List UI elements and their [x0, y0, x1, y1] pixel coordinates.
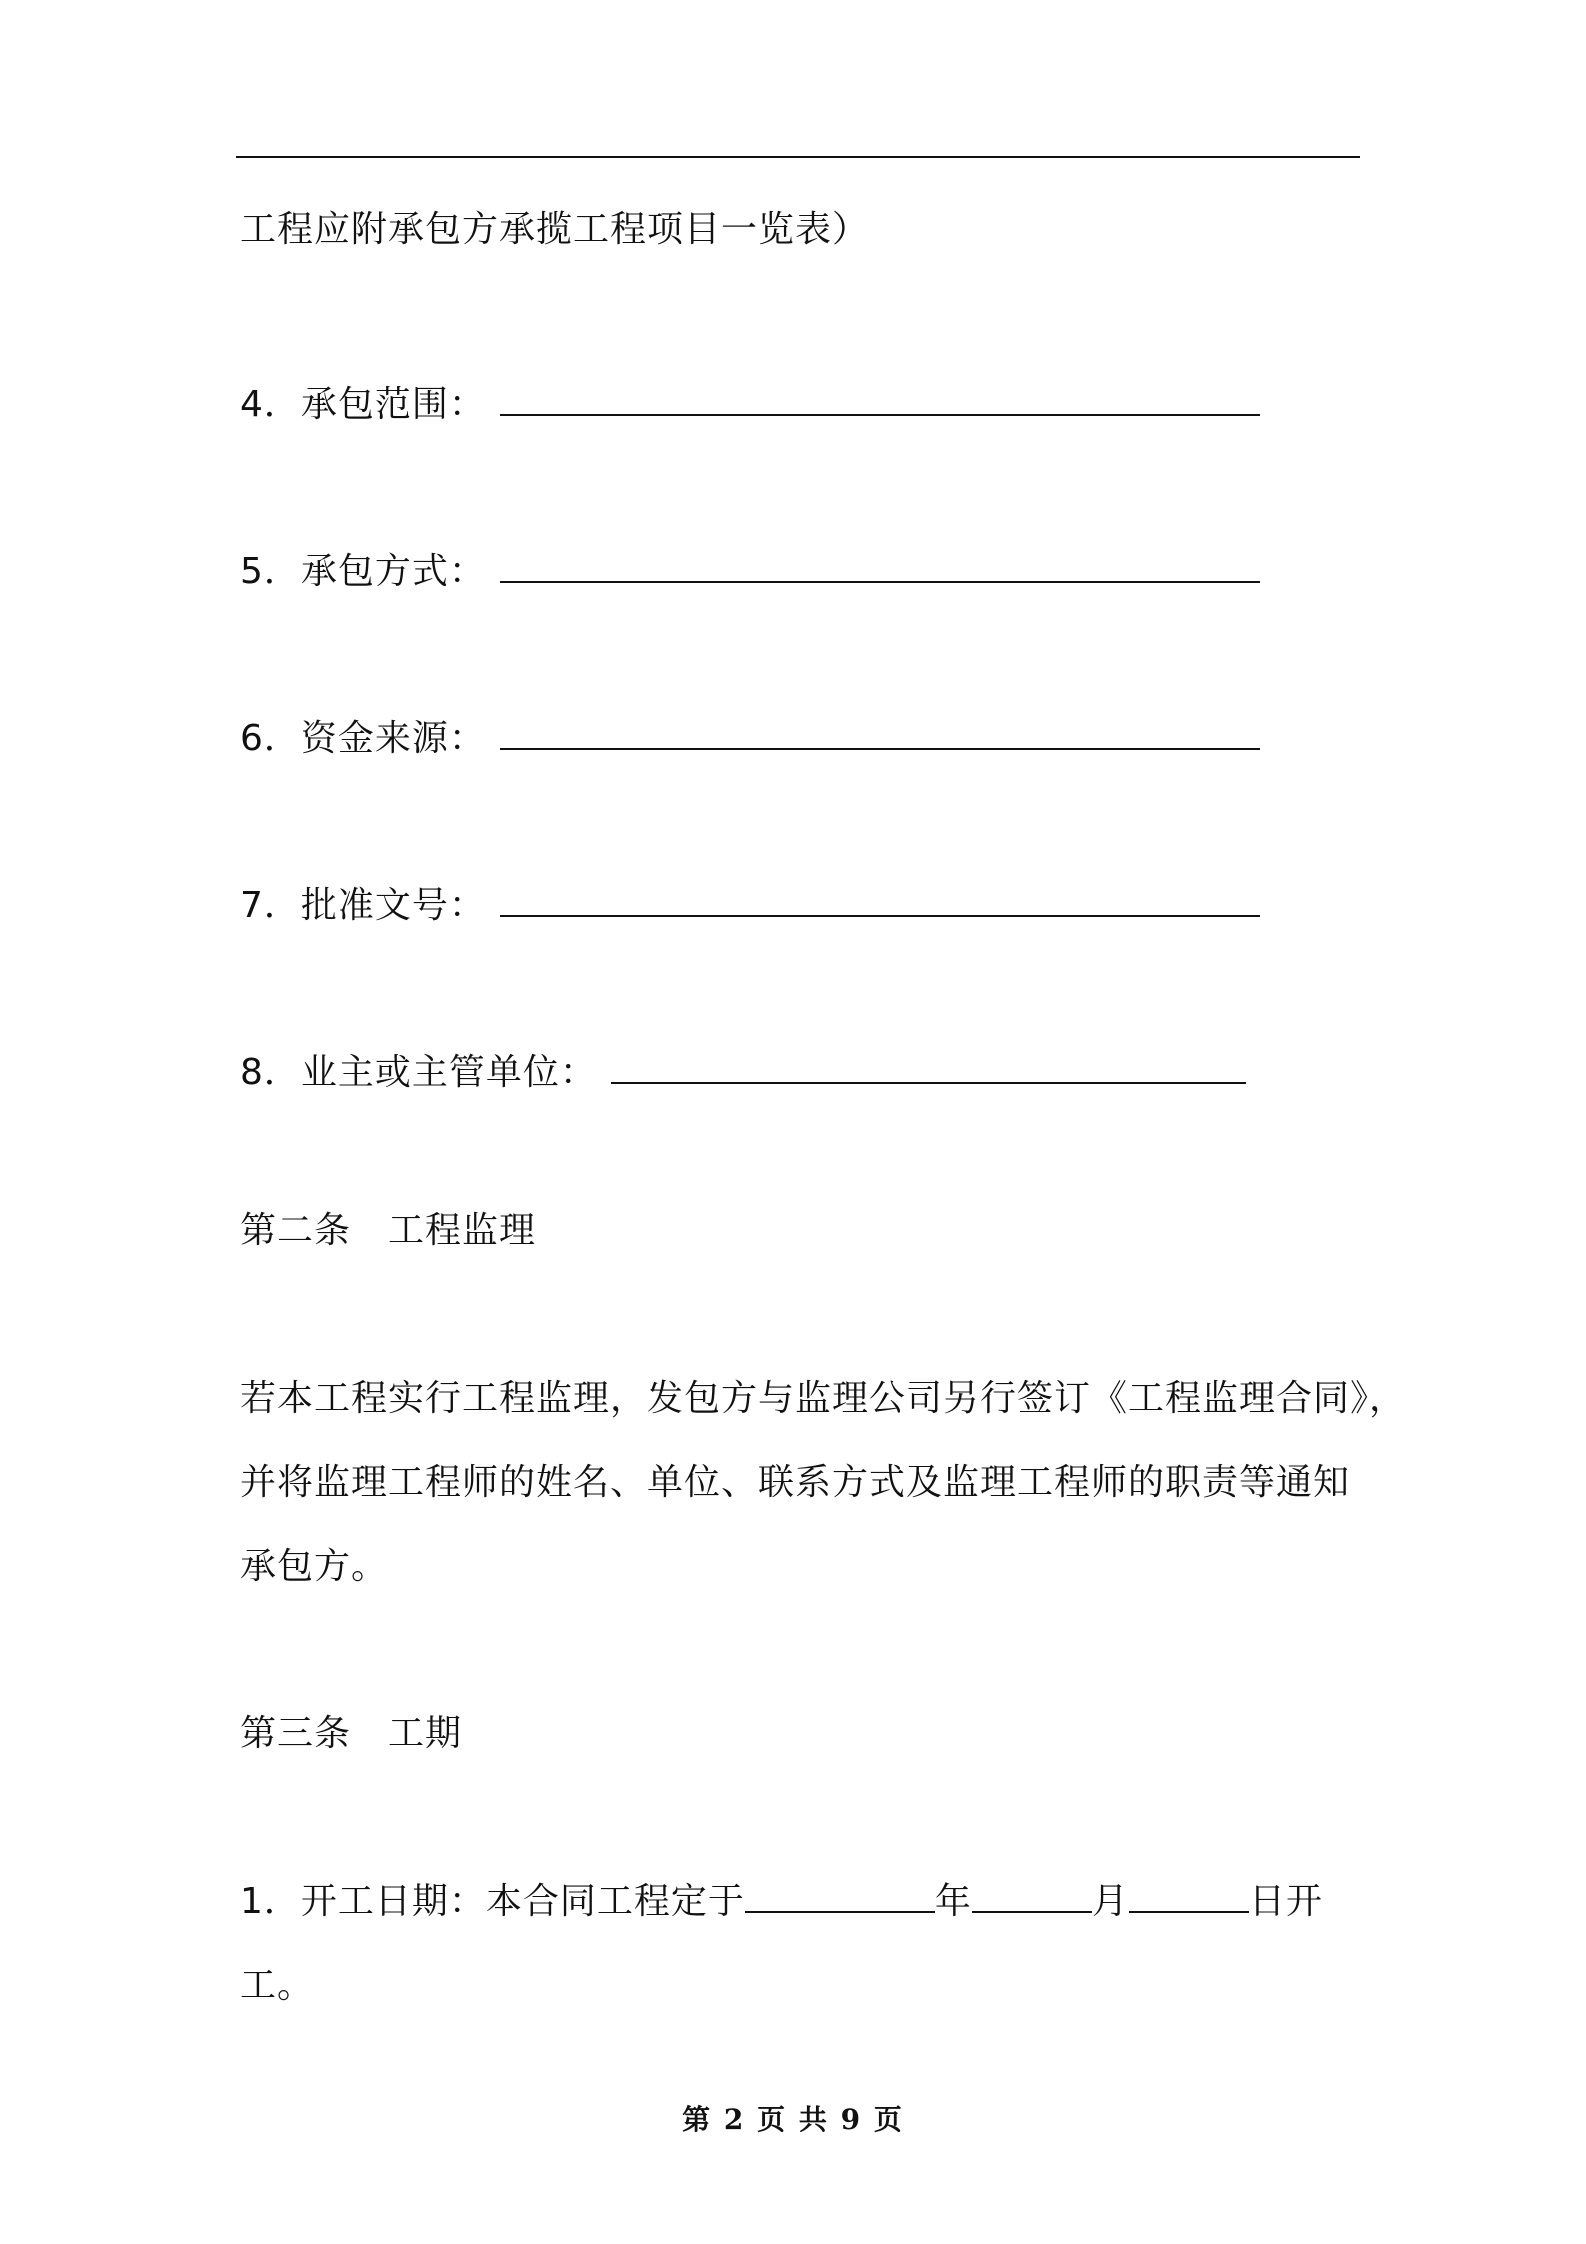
field-owner-label: 8．业主或主管单位：	[240, 1052, 597, 1093]
start-month-label: 月	[1091, 1881, 1129, 1922]
continuation-line: 工程应附承包方承揽工程项目一览表）	[240, 209, 870, 250]
start-day-label: 日开	[1248, 1881, 1323, 1922]
field-owner	[240, 1051, 1246, 1095]
start-date-continuation: 工。	[240, 1965, 315, 2006]
start-date-prefix: 1．开工日期：本合同工程定于	[240, 1881, 745, 1922]
field-owner-blank[interactable]	[611, 1052, 1246, 1084]
field-approval-blank[interactable]	[500, 885, 1260, 917]
header-rule	[236, 156, 1360, 158]
article2-paragraph-line-3: 承包方。	[240, 1546, 389, 1587]
field-funding	[240, 717, 1260, 761]
field-funding-blank[interactable]	[500, 718, 1260, 750]
article2-paragraph-line-2: 并将监理工程师的姓名、单位、联系方式及监理工程师的职责等通知	[240, 1462, 1351, 1503]
start-date-line	[240, 1880, 1323, 1924]
field-method-blank[interactable]	[500, 551, 1260, 583]
article2-paragraph-line-1: 若本工程实行工程监理，发包方与监理公司另行签订《工程监理合同》，	[240, 1378, 1407, 1419]
article2-heading: 第二条 工程监理	[240, 1210, 537, 1251]
page-number: 第 2 页 共 9 页	[682, 2103, 904, 2136]
field-scope-blank[interactable]	[500, 384, 1260, 416]
start-month-blank[interactable]	[972, 1881, 1092, 1913]
start-year-blank[interactable]	[745, 1881, 935, 1913]
field-funding-label: 6．资金来源：	[240, 718, 486, 759]
article3-heading: 第三条 工期	[240, 1713, 463, 1754]
start-day-blank[interactable]	[1129, 1881, 1249, 1913]
start-year-label: 年	[934, 1881, 972, 1922]
field-approval	[240, 884, 1260, 928]
field-method-label: 5．承包方式：	[240, 551, 486, 592]
field-approval-label: 7．批准文号：	[240, 885, 486, 926]
field-method	[240, 550, 1260, 594]
field-scope-label: 4．承包范围：	[240, 384, 486, 425]
field-scope	[240, 383, 1260, 427]
